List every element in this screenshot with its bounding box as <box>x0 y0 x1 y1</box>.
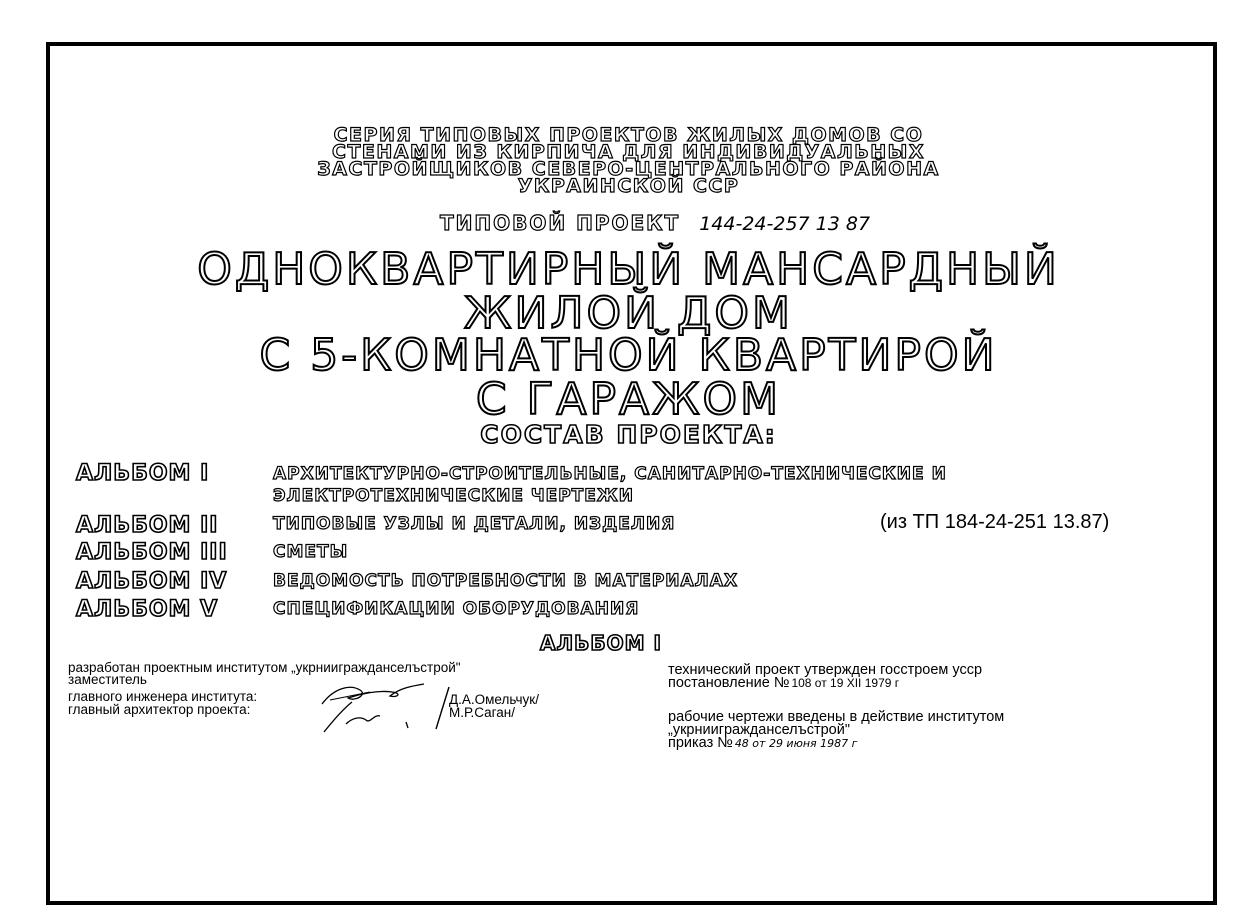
album-4-label: АЛЬБОМ IV <box>76 569 228 594</box>
album-5-desc: СПЕЦИФИКАЦИИ ОБОРУДОВАНИЯ <box>273 599 640 619</box>
album-2-label: АЛЬБОМ II <box>76 513 219 538</box>
album-3-label: АЛЬБОМ III <box>76 540 228 565</box>
current-album: АЛЬБОМ I <box>540 631 662 655</box>
series-line-3: ЗАСТРОЙЩИКОВ СЕВЕРО-ЦЕНТРАЛЬНОГО РАЙОНА <box>317 158 940 180</box>
album-4-desc: ВЕДОМОСТЬ ПОТРЕБНОСТИ В МАТЕРИАЛАХ <box>273 571 739 591</box>
project-line <box>440 213 870 234</box>
album-1-label: АЛЬБОМ I <box>76 461 210 486</box>
composition-heading: СОСТАВ ПРОЕКТА: <box>480 420 777 449</box>
signer-2-name: М.Р.Саган/ <box>449 705 515 720</box>
signer-1-name: Д.А.Омельчук/ <box>449 692 539 707</box>
approval-line-2-num: 108 от 19 XII 1979 г <box>791 676 900 690</box>
title-line-1: ОДНОКВАРТИРНЫЙ МАНСАРДНЫЙ <box>197 244 1060 295</box>
album-3-desc: СМЕТЫ <box>273 542 349 562</box>
approval-line-5-num: 48 от 29 июня 1987 г <box>734 737 858 750</box>
album-5-label: АЛЬБОМ V <box>76 597 219 622</box>
approval-line-4: „укрниигражданселъстрой" <box>668 722 850 738</box>
signature-2-icon <box>322 698 432 738</box>
approval-line-2 <box>668 676 899 691</box>
title-line-4: С ГАРАЖОМ <box>475 374 782 425</box>
album-1-desc: АРХИТЕКТУРНО-СТРОИТЕЛЬНЫЕ, САНИТАРНО-ТЕХНИЧЕСКИЕ И <box>273 464 947 484</box>
album-2-desc: ТИПОВЫЕ УЗЛЫ И ДЕТАЛИ, ИЗДЕЛИЯ <box>273 514 676 534</box>
title-line-2: ЖИЛОЙ ДОМ <box>464 288 793 339</box>
project-number: 144-24-257 13 87 <box>699 213 871 235</box>
approval-line-1: технический проект утвержден госстроем усср <box>668 662 983 678</box>
approval-line-5-text: приказ № <box>668 735 733 751</box>
developer-line-1: разработан проектным институтом „укрниигражданселъстрой" <box>68 660 461 675</box>
series-line-4: УКРАИНСКОЙ ССР <box>517 175 740 197</box>
developer-line-3: главного инженера института: <box>68 689 258 704</box>
title-line-3: С 5-КОМНАТНОЙ КВАРТИРОЙ <box>259 330 998 381</box>
approval-line-3: рабочие чертежи введены в действие институтом <box>668 709 1005 725</box>
series-line-1: СЕРИЯ ТИПОВЫХ ПРОЕКТОВ ЖИЛЫХ ДОМОВ СО <box>333 124 924 146</box>
approval-line-5 <box>668 736 857 751</box>
album-2-note: (из ТП 184-24-251 13.87) <box>880 511 1110 533</box>
project-label: ТИПОВОЙ ПРОЕКТ <box>440 211 681 235</box>
album-1-desc-2: ЭЛЕКТРОТЕХНИЧЕСКИЕ ЧЕРТЕЖИ <box>273 486 634 506</box>
approval-line-2-text: постановление № <box>668 675 790 691</box>
developer-line-2: заместитель <box>68 672 147 687</box>
developer-line-4: главный архитектор проекта: <box>68 702 251 717</box>
series-line-2: СТЕНАМИ ИЗ КИРПИЧА ДЛЯ ИНДИВИДУАЛЬНЫХ <box>332 141 925 163</box>
